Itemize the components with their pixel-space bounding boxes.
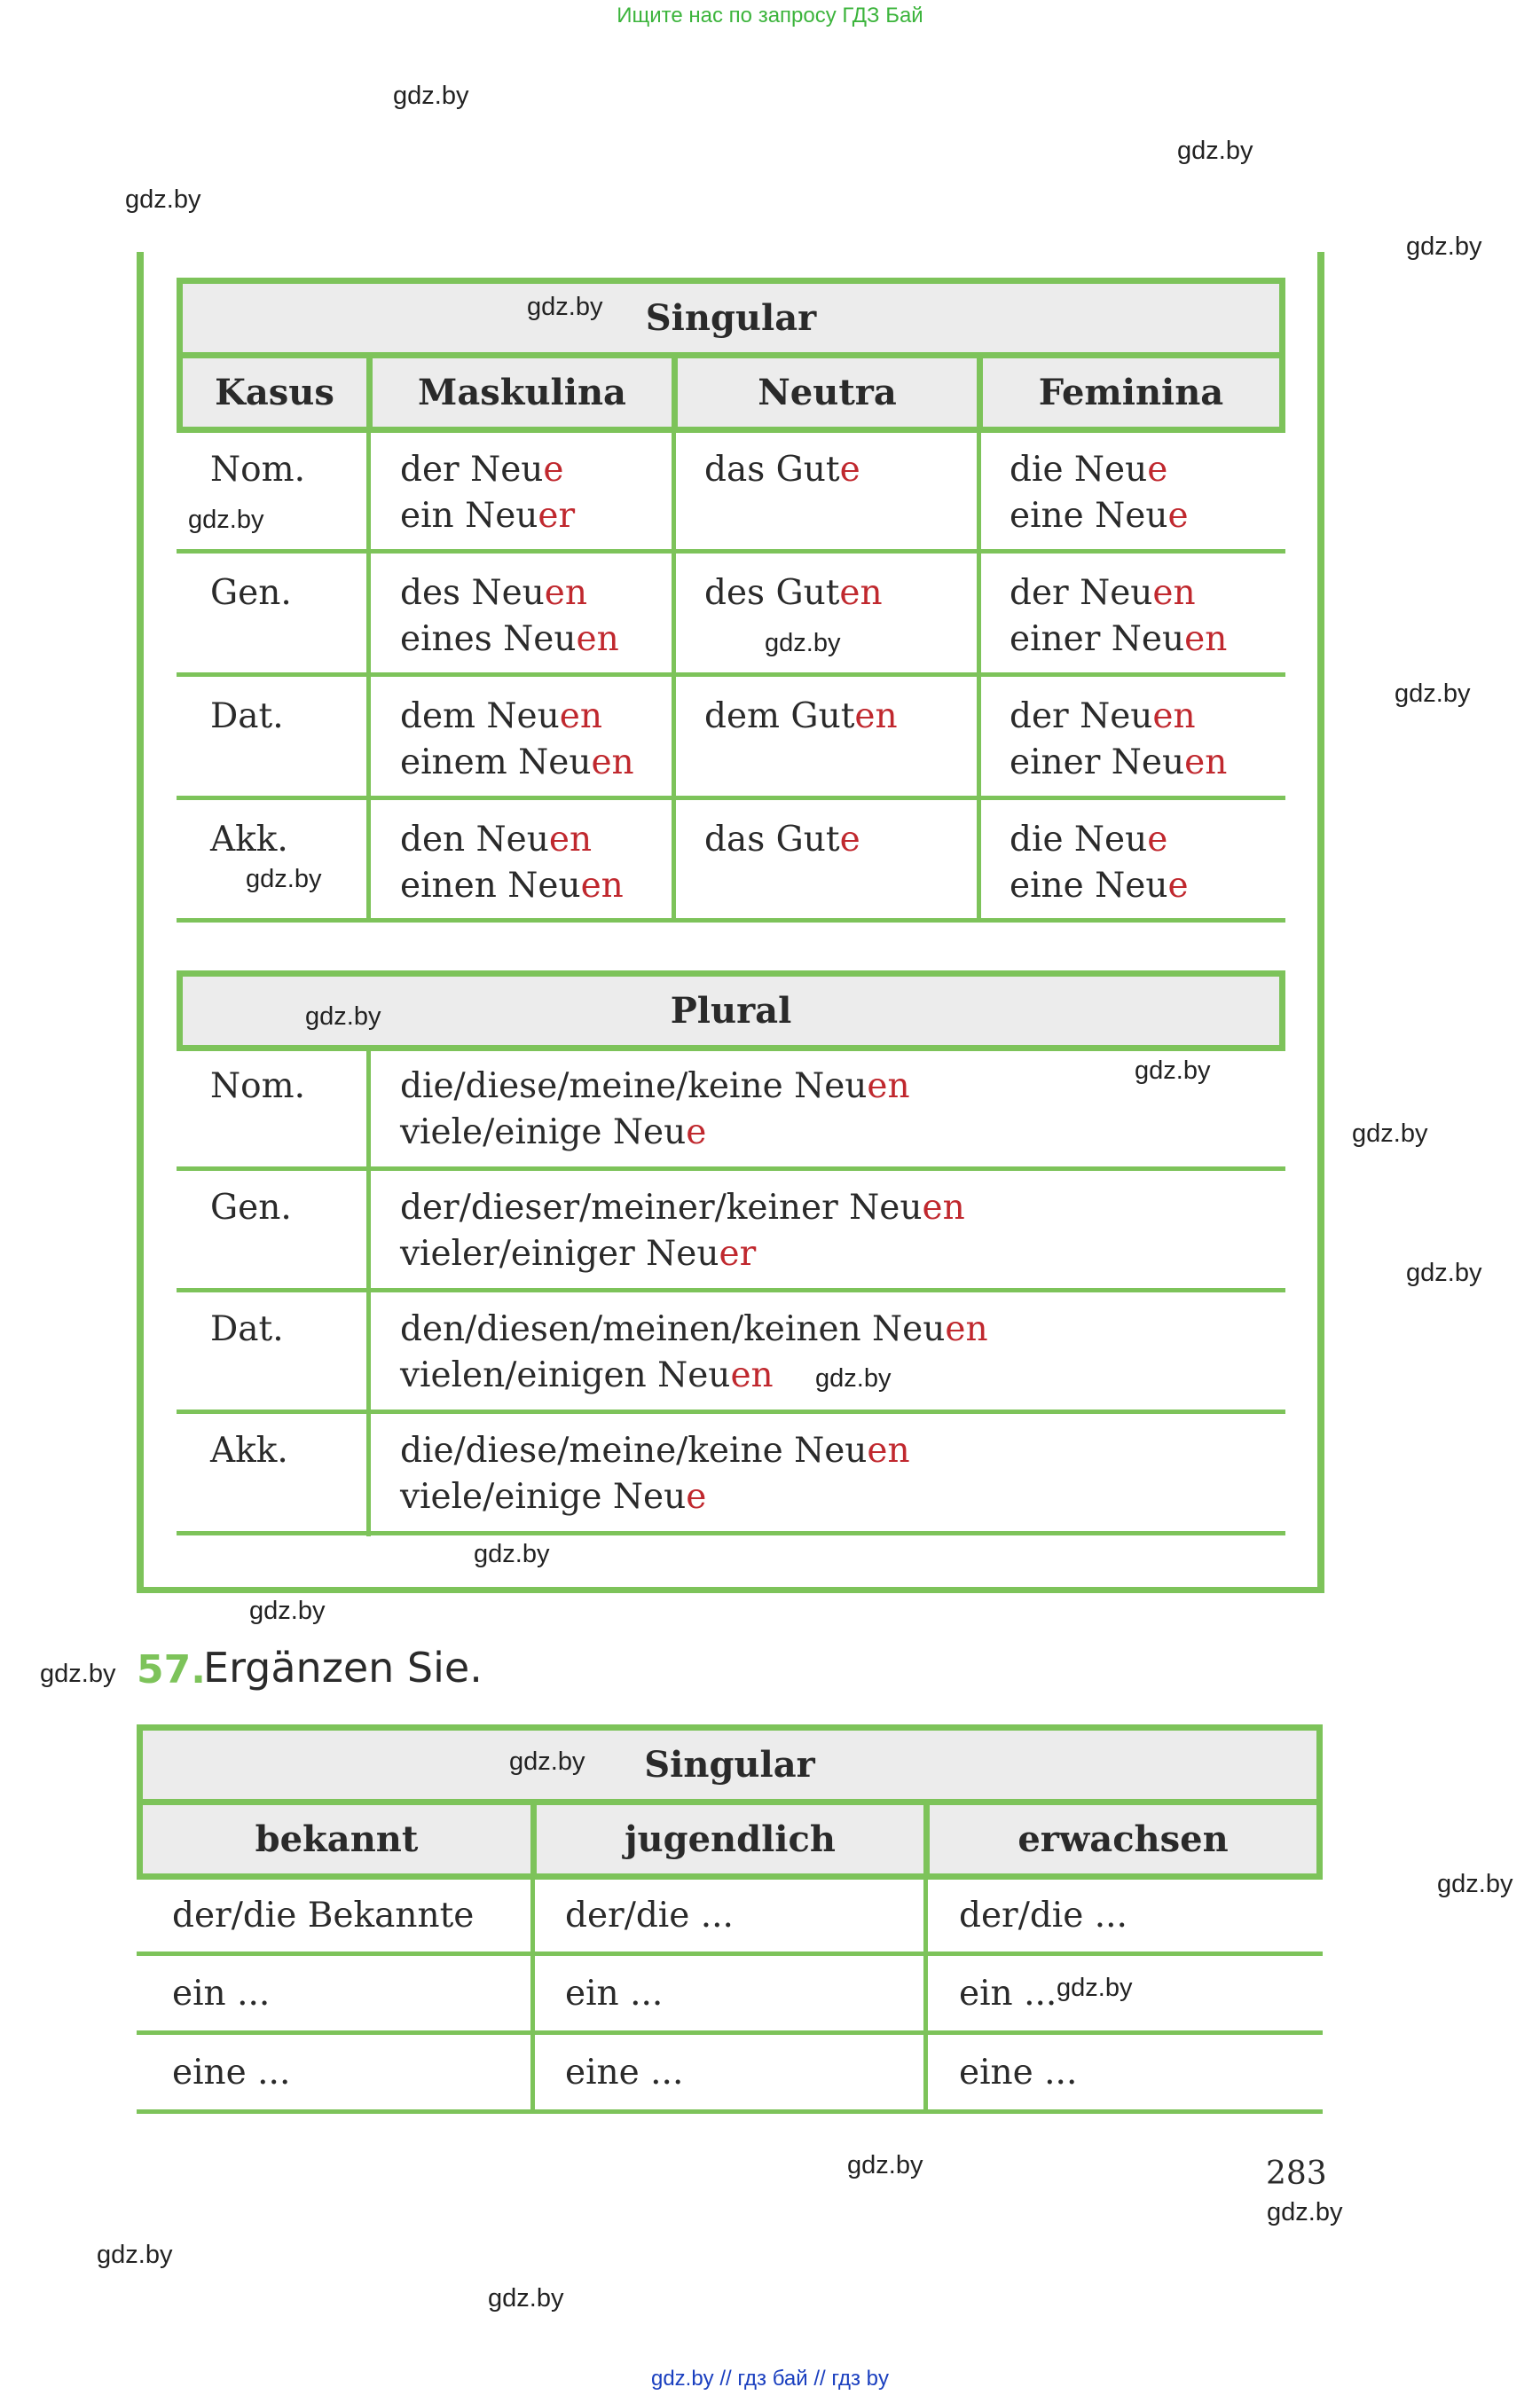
page-number: 283	[1266, 2156, 1327, 2192]
col-header-text: Feminina	[1038, 372, 1224, 413]
col-header-text: Neutra	[758, 372, 897, 413]
task-cell[interactable]: eine ...	[565, 2053, 684, 2093]
col-header-kasus	[177, 352, 373, 433]
grid-hline	[177, 1288, 1285, 1292]
grid-hline	[177, 1410, 1285, 1414]
col-header-bekannt	[137, 1799, 537, 1880]
grid-vline	[923, 1880, 928, 2112]
task-cell[interactable]: ein ...	[959, 1974, 1057, 2014]
kasus-cell: Gen.	[210, 573, 292, 613]
watermark: gdz.by	[249, 1597, 326, 1625]
watermark: gdz.by	[1406, 1259, 1482, 1287]
fem-cell: die Neue eine Neue	[1010, 450, 1189, 536]
watermark: gdz.by	[393, 82, 469, 110]
kasus-cell: Akk.	[210, 1431, 288, 1471]
kasus-cell: Dat.	[210, 696, 284, 736]
task-cell[interactable]: eine ...	[959, 2053, 1078, 2093]
kasus-cell: Akk.	[210, 820, 288, 860]
col-header-text: bekannt	[255, 1818, 419, 1860]
watermark: gdz.by	[815, 1364, 892, 1393]
frame-bottom	[137, 1587, 1324, 1593]
grid-hline	[177, 672, 1285, 677]
watermark: gdz.by	[1135, 1056, 1211, 1085]
grid-vline	[977, 433, 981, 923]
watermark: gdz.by	[1267, 2198, 1343, 2226]
task-cell[interactable]: ein ...	[565, 1974, 664, 2014]
watermark: gdz.by	[1057, 1974, 1133, 2002]
task-cell[interactable]: der/die ...	[959, 1896, 1128, 1936]
col-header-maskulina	[366, 352, 678, 433]
col-header-text: erwachsen	[1018, 1818, 1229, 1860]
grid-hline	[137, 1951, 1323, 1956]
singular-header-text: Singular	[645, 297, 817, 339]
grid-hline	[137, 2109, 1323, 2114]
task-cell[interactable]: ein ...	[172, 1974, 271, 2014]
watermark: gdz.by	[188, 506, 264, 534]
plural-forms-cell: die/diese/meine/keine Neuen viele/einige Neue	[400, 1066, 910, 1152]
col-header-text: Maskulina	[418, 372, 626, 413]
grid-hline	[137, 2030, 1323, 2035]
watermark: gdz.by	[527, 293, 603, 321]
plural-forms-cell: den/diesen/meinen/keinen Neuen vielen/einigen Neuen	[400, 1309, 988, 1395]
watermark: gdz.by	[1437, 1870, 1513, 1898]
grid-vline	[366, 1051, 371, 1536]
plural-forms-cell: der/dieser/meiner/keiner Neuen vieler/einiger Neuer	[400, 1188, 965, 1274]
watermark: gdz.by	[509, 1747, 585, 1776]
frame-left	[137, 252, 144, 1593]
watermark: gdz.by	[97, 2241, 173, 2269]
fem-cell: der Neuen einer Neuen	[1010, 573, 1228, 659]
task-number: 57.	[137, 1647, 206, 1692]
watermark: gdz.by	[1406, 232, 1482, 261]
watermark: gdz.by	[474, 1540, 550, 1568]
grid-hline	[177, 1531, 1285, 1535]
col-header-erwachsen	[923, 1799, 1323, 1880]
neut-cell: dem Guten	[704, 696, 898, 736]
watermark: gdz.by	[1395, 679, 1471, 708]
mask-cell: den Neuen einen Neuen	[400, 820, 624, 906]
bottom-banner[interactable]: gdz.by // гдз бай // гдз by	[650, 2367, 890, 2391]
watermark: gdz.by	[125, 185, 201, 214]
grid-vline	[366, 433, 371, 923]
kasus-cell: Gen.	[210, 1188, 292, 1228]
plural-header-text: Plural	[670, 990, 792, 1032]
kasus-cell: Nom.	[210, 450, 305, 490]
watermark: gdz.by	[765, 629, 841, 657]
col-header-text: Kasus	[215, 372, 334, 413]
watermark: gdz.by	[40, 1660, 116, 1688]
grid-hline	[177, 549, 1285, 554]
grid-hline	[177, 1166, 1285, 1171]
task-cell[interactable]: der/die Bekannte	[172, 1896, 475, 1936]
col-header-jugendlich	[530, 1799, 930, 1880]
grid-hline	[177, 796, 1285, 800]
col-header-feminina	[977, 352, 1285, 433]
mask-cell: des Neuen eines Neuen	[400, 573, 619, 659]
watermark: gdz.by	[305, 1002, 381, 1031]
mask-cell: dem Neuen einem Neuen	[400, 696, 634, 782]
grid-vline	[672, 433, 676, 923]
neut-cell: des Guten	[704, 573, 883, 613]
fem-cell: der Neuen einer Neuen	[1010, 696, 1228, 782]
kasus-cell: Dat.	[210, 1309, 284, 1349]
task-cell[interactable]: eine ...	[172, 2053, 291, 2093]
mask-cell: der Neue ein Neuer	[400, 450, 576, 536]
col-header-neutra	[672, 352, 983, 433]
task-singular-header-text: Singular	[644, 1744, 815, 1786]
watermark: gdz.by	[847, 2151, 923, 2179]
neut-cell: das Gute	[704, 450, 860, 490]
plural-forms-cell: die/diese/meine/keine Neuen viele/einige Neue	[400, 1431, 910, 1517]
watermark: gdz.by	[488, 2284, 564, 2313]
watermark: gdz.by	[1177, 137, 1253, 165]
neut-cell: das Gute	[704, 820, 860, 860]
task-singular-header	[137, 1724, 1323, 1805]
fem-cell: die Neue eine Neue	[1010, 820, 1189, 906]
col-header-text: jugendlich	[625, 1818, 836, 1860]
singular-header	[177, 278, 1285, 358]
task-title: Ergänzen Sie.	[203, 1644, 483, 1692]
task-cell[interactable]: der/die ...	[565, 1896, 734, 1936]
frame-right	[1317, 252, 1324, 1593]
kasus-cell: Nom.	[210, 1066, 305, 1106]
top-banner[interactable]: Ищите нас по запросу ГДЗ Бай	[617, 4, 923, 27]
watermark: gdz.by	[1352, 1119, 1428, 1148]
grid-vline	[530, 1880, 535, 2112]
watermark: gdz.by	[246, 865, 322, 893]
grid-hline	[177, 918, 1285, 923]
